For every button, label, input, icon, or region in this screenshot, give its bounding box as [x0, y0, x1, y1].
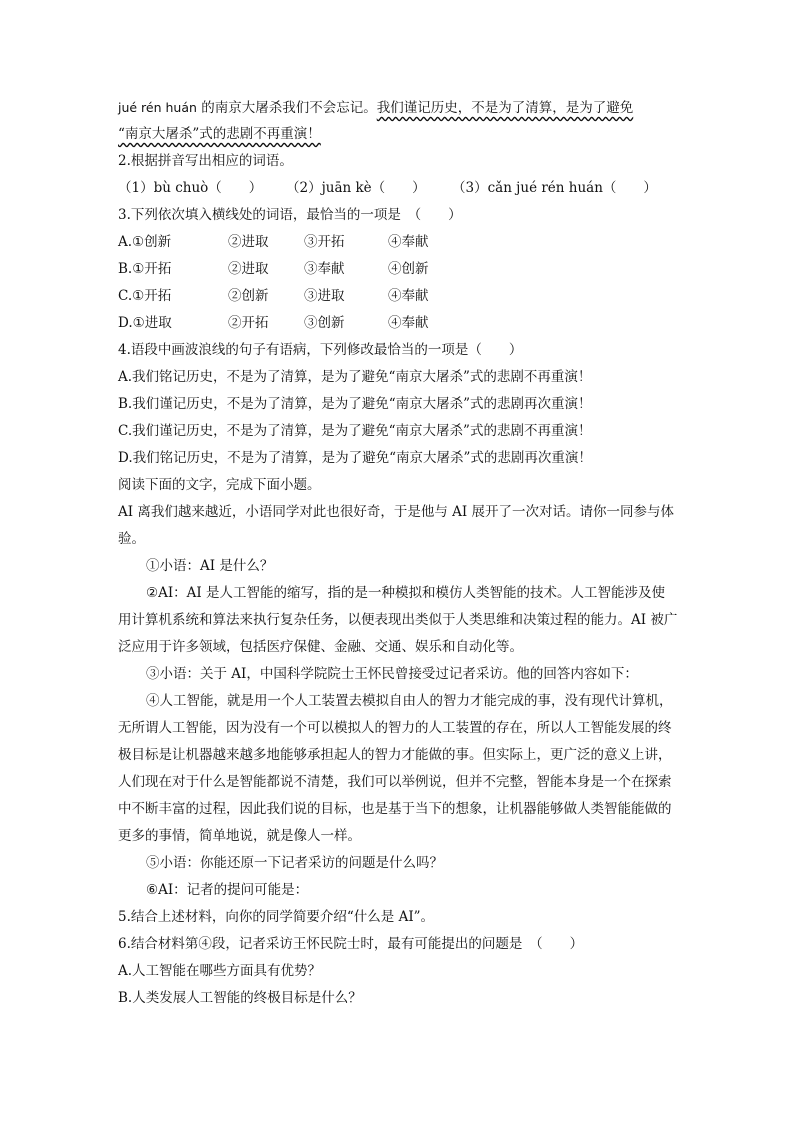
reading-intro: 阅读下面的文字，完成下面小题。	[118, 477, 321, 493]
passage-text: 的南京大屠杀我们不会忘记。	[196, 100, 377, 116]
q2-stem: 2.根据拼音写出相应的词语。	[118, 153, 293, 169]
q2-items	[118, 175, 678, 202]
q4-option-c: C.我们谨记历史，不是为了清算，是为了避免“南京大屠杀”式的悲剧不再重演！	[118, 423, 592, 439]
q3-a-4: ④奉献	[388, 234, 429, 250]
q4-option-d: D.我们铭记历史，不是为了清算，是为了避免“南京大屠杀”式的悲剧再次重演！	[118, 450, 592, 466]
q4-option-a: A.我们铭记历史，不是为了清算，是为了避免“南京大屠杀”式的悲剧不再重演！	[118, 369, 592, 385]
q3-b-4: ④创新	[388, 261, 429, 277]
q4-option-b: B.我们谨记历史，不是为了清算，是为了避免“南京大屠杀”式的悲剧再次重演！	[118, 396, 592, 412]
reading-paragraph-1: ①小语：AI 是什么？	[146, 558, 274, 574]
reading-paragraph-2: ②AI：AI 是人工智能的缩写，指的是一种模拟和模仿人类智能的技术。人工智能涉及使用计算机系统和算法来执行复杂任务，以便表现出类似于人类思维和决策过程的能力。AI 被广泛应用于许多领域，包括医疗保健、金融、交通、娱乐和自动化等。	[118, 585, 678, 655]
wavy-sentence-part1: 我们谨记历史，不是为了清算，是为了避免	[376, 100, 634, 116]
q4-stem: 4.语段中画波浪线的句子有语病，下列修改最恰当的一项是（ ）	[118, 342, 523, 358]
q2-item-3: （3）cǎn jué rén huán（ ）	[452, 180, 657, 196]
q3-b-1: B.①开拓	[118, 261, 172, 277]
pinyin-text: jué rén huán	[118, 100, 197, 115]
reading-paragraph-6: ⑥AI：记者的提问可能是：	[146, 882, 309, 898]
q3-stem: 3.下列依次填入横线处的词语，最恰当的一项是 （ ）	[118, 207, 462, 223]
passage-tail-line-2	[118, 121, 678, 148]
q2-item-1: （1）bù chuò（ ）	[118, 180, 263, 196]
q3-a-3: ③开拓	[304, 234, 345, 250]
q3-d-4: ④奉献	[388, 315, 429, 331]
q3-c-1: C.①开拓	[118, 288, 172, 304]
q3-option-a	[118, 229, 678, 256]
q3-d-3: ③创新	[304, 315, 345, 331]
q3-option-d	[118, 310, 678, 337]
q5-stem: 5.结合上述材料，向你的同学简要介绍“什么是 AI”。	[118, 909, 435, 925]
reading-lead: AI 离我们越来越近，小语同学对此也很好奇，于是他与 AI 展开了一次对话。请你一同参与体验。	[118, 504, 675, 547]
reading-paragraph-4: ④人工智能，就是用一个人工装置去模拟自由人的智力才能完成的事，没有现代计算机，无所谓人工智能，因为没有一个可以模拟人的智力的人工装置的存在，所以人工智能发展的终极目标是让机器越来越多地能够承担起人的智力才能做的事。但实际上，更广泛的意义上讲，人们现在对于什么是智能都说不清楚，我们可以举例说，但并不完整，智能本身是一个在探索中不断丰富的过程，因此我们说的目标，也是基于当下的想象，让机器能够做人类智能能做的更多的事情，简单地说，就是像人一样。	[118, 693, 673, 844]
q3-c-2: ②创新	[228, 288, 269, 304]
passage-tail-line-1	[118, 94, 678, 121]
reading-paragraph-5: ⑤小语：你能还原一下记者采访的问题是什么吗？	[146, 855, 443, 871]
q2-item-2: （2）juān kè（ ）	[286, 180, 426, 196]
q3-a-1: A.①创新	[118, 234, 172, 250]
reading-paragraph-3: ③小语：关于 AI，中国科学院院士王怀民曾接受过记者采访。他的回答内容如下：	[146, 666, 638, 682]
q6-stem: 6.结合材料第④段，记者采访王怀民院士时，最有可能提出的问题是 （ ）	[118, 936, 584, 952]
q3-b-3: ③奉献	[304, 261, 345, 277]
q3-d-2: ②开拓	[228, 315, 269, 331]
document-page	[118, 94, 678, 1012]
q3-option-b	[118, 256, 678, 283]
q3-a-2: ②进取	[228, 234, 269, 250]
wavy-sentence-part2: “南京大屠杀”式的悲剧不再重演！	[118, 126, 321, 142]
q3-d-1: D.①进取	[118, 315, 172, 331]
q6-option-a: A.人工智能在哪些方面具有优势？	[118, 963, 322, 979]
q3-option-c	[118, 283, 678, 310]
q3-c-4: ④奉献	[388, 288, 429, 304]
q3-c-3: ③进取	[304, 288, 345, 304]
q3-b-2: ②进取	[228, 261, 269, 277]
q6-option-b: B.人类发展人工智能的终极目标是什么？	[118, 990, 362, 1006]
